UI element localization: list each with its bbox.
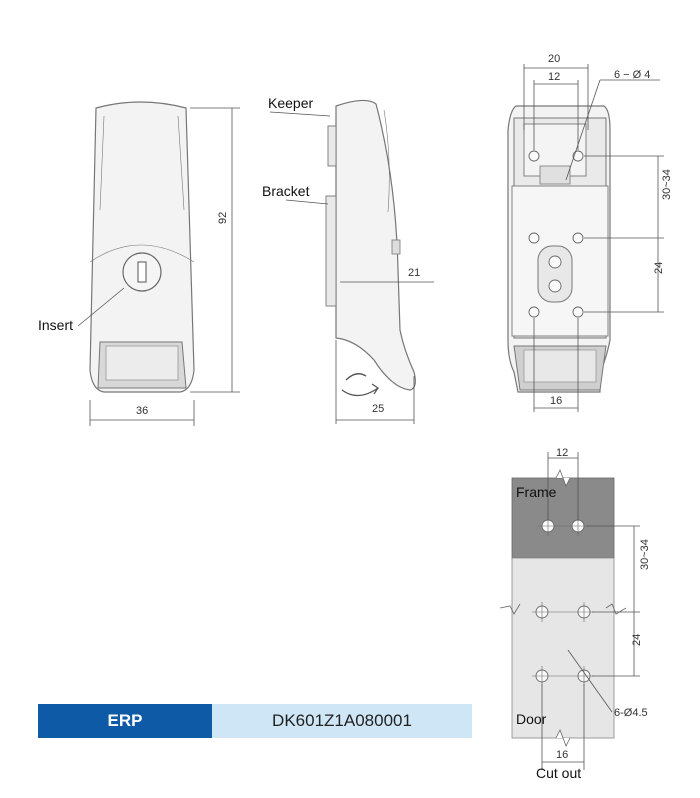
back-vertical-lower-dim: 24 (653, 261, 665, 274)
back-width-outer-dim: 20 (548, 53, 561, 65)
erp-bar (38, 704, 472, 738)
back-view (508, 106, 610, 392)
back-bottom-width-dim: 16 (550, 395, 563, 407)
side-depth-top-dim: 21 (408, 267, 421, 279)
front-view (90, 102, 194, 392)
cutout-vertical-upper-dim: 30~34 (639, 539, 651, 570)
frame-label: Frame (516, 484, 557, 500)
back-vertical-upper-dim: 30~34 (661, 169, 673, 200)
insert-label: Insert (38, 317, 74, 333)
erp-label: ERP (38, 704, 212, 738)
side-view (326, 100, 415, 395)
keeper-label: Keeper (268, 95, 314, 111)
side-depth-bottom-dim: 25 (372, 403, 385, 415)
cutout-top-dim: 12 (556, 447, 569, 459)
back-width-inner-dim: 12 (548, 71, 561, 83)
cutout-bottom-dim: 16 (556, 749, 569, 761)
erp-code: DK601Z1A080001 (212, 704, 472, 738)
front-width-dim: 36 (136, 405, 149, 417)
front-height-dim: 92 (217, 211, 229, 224)
cutout-holes-dim: 6-Ø4.5 (614, 707, 648, 719)
door-label: Door (516, 711, 547, 727)
cutout-vertical-lower-dim: 24 (631, 633, 643, 646)
bracket-label: Bracket (262, 183, 310, 199)
cut-out-label: Cut out (536, 765, 582, 781)
back-holes-dim: 6 − Ø 4 (614, 69, 651, 81)
